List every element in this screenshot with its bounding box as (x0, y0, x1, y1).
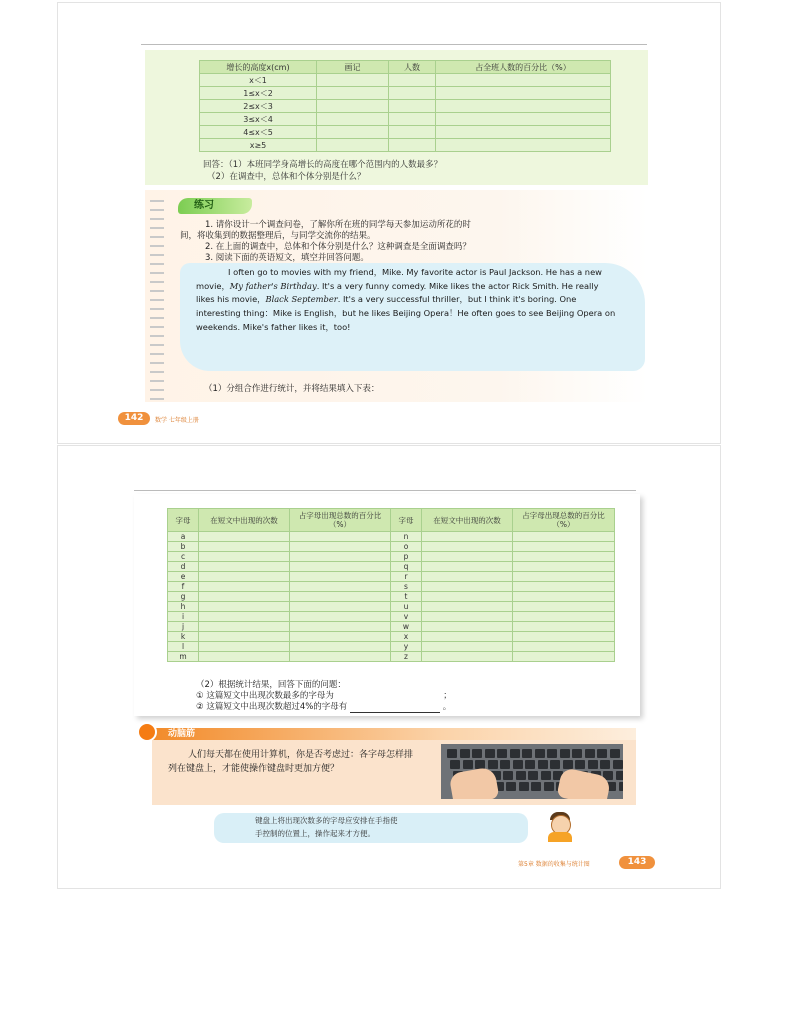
table-row (168, 652, 615, 662)
keyboard-key (525, 760, 535, 769)
keyboard-key (513, 760, 523, 769)
empty-cell (317, 74, 389, 87)
empty-cell (513, 612, 615, 622)
empty-cell (513, 562, 615, 572)
keyboard-key (616, 771, 624, 780)
letter-cell: p (391, 552, 422, 562)
keyboard-key (610, 749, 620, 758)
empty-cell (513, 642, 615, 652)
empty-cell (199, 552, 290, 562)
empty-cell (513, 632, 615, 642)
page-number: 142 (118, 412, 150, 425)
footer-text: 第5章 数据的收集与统计图 (518, 861, 590, 868)
table-row (168, 632, 615, 642)
table-row (200, 87, 611, 100)
table-header: 在短文中出现的次数 (199, 509, 290, 532)
footer-text: 数学 七年级上册 (155, 417, 199, 424)
keyboard-key (463, 760, 473, 769)
empty-cell (436, 113, 611, 126)
table-row (200, 100, 611, 113)
empty-cell (389, 100, 436, 113)
keyboard-key (541, 771, 551, 780)
range-cell: 3≤x＜4 (200, 113, 317, 126)
empty-cell (317, 100, 389, 113)
keyboard-key (500, 760, 510, 769)
passage-text: . It's a very successful thriller，but I think it's boring. One interesting thing：Mike is English，but he likes Beijing Opera！He often goes to see Beijing Opera on weekends. Mike's father likes it，too! (196, 294, 616, 332)
table-row (168, 582, 615, 592)
tip-line: 键盘上将出现次数多的字母应安排在手指使 (255, 816, 398, 825)
empty-cell (199, 642, 290, 652)
keyboard-key (460, 749, 470, 758)
empty-cell (199, 632, 290, 642)
keyboard-typing-photo (441, 744, 623, 799)
range-cell: x＜1 (200, 74, 317, 87)
table-header-row (200, 61, 611, 74)
header-rule (134, 490, 636, 491)
keyboard-key (516, 771, 526, 780)
keyboard-key (550, 760, 560, 769)
keyboard-key (519, 782, 529, 791)
keyboard-key (447, 749, 457, 758)
empty-cell (199, 592, 290, 602)
empty-cell (290, 622, 391, 632)
boy-body (548, 832, 572, 842)
empty-cell (513, 592, 615, 602)
letter-frequency-table (167, 508, 615, 662)
empty-cell (436, 87, 611, 100)
passage-text: I often go to movies with my friend，Mike. My favorite actor is Paul Jackson. He has a new movie， (196, 267, 602, 291)
letter-cell: o (391, 542, 422, 552)
table-header: 画记 (317, 61, 389, 74)
exercise-item-2: 2. 在上面的调查中，总体和个体分别是什么？这种调查是全面调查吗？ (205, 242, 471, 252)
empty-cell (513, 552, 615, 562)
empty-cell (199, 582, 290, 592)
table-header: 在短文中出现的次数 (422, 509, 513, 532)
table-header: 占字母出现总数的百分比（%） (290, 509, 391, 532)
question-text: ① 这篇短文中出现次数最多的字母为 (196, 691, 334, 701)
empty-cell (422, 632, 513, 642)
letter-cell: a (168, 532, 199, 542)
letter-cell: y (391, 642, 422, 652)
table-header: 增长的高度x(cm) (200, 61, 317, 74)
empty-cell (199, 652, 290, 662)
empty-cell (422, 622, 513, 632)
range-cell: 2≤x＜3 (200, 100, 317, 113)
empty-cell (513, 622, 615, 632)
table-header: 字母 (391, 509, 422, 532)
empty-cell (422, 542, 513, 552)
empty-cell (436, 126, 611, 139)
keyboard-key (485, 749, 495, 758)
empty-cell (290, 552, 391, 562)
empty-cell (422, 572, 513, 582)
empty-cell (290, 532, 391, 542)
letter-cell: d (168, 562, 199, 572)
table-row (168, 562, 615, 572)
empty-cell (199, 622, 290, 632)
question-1: 回答：（1）本班同学身高增长的高度在哪个范围内的人数最多？ (203, 160, 443, 170)
empty-cell (389, 74, 436, 87)
keyboard-key (506, 782, 516, 791)
passage-text: . It's a very funny comedy. Mike likes the actor Rick Smith. He really likes his movie， (196, 280, 599, 305)
tip-text (255, 814, 398, 840)
letter-cell: s (391, 582, 422, 592)
keyboard-key (600, 760, 610, 769)
keyboard-key (544, 782, 554, 791)
keyboard-key (560, 749, 570, 758)
letter-table-body (168, 532, 615, 662)
letter-cell: i (168, 612, 199, 622)
page-number: 143 (619, 856, 655, 869)
keyboard-key (619, 782, 624, 791)
table-row (168, 572, 615, 582)
exercise-title: 练习 (178, 198, 252, 214)
keyboard-key (613, 760, 623, 769)
range-cell: 1≤x＜2 (200, 87, 317, 100)
empty-cell (317, 139, 389, 152)
table-row (168, 552, 615, 562)
exercise-item-1-cont: 间，将收集到的数据整理后，与同学交流你的结果。 (180, 231, 376, 241)
table-row (200, 113, 611, 126)
table-row (168, 642, 615, 652)
table-header: 字母 (168, 509, 199, 532)
task-1: （1）分组合作进行统计，并将结果填入下表： (204, 384, 380, 394)
table-row (168, 532, 615, 542)
empty-cell (199, 612, 290, 622)
empty-cell (513, 542, 615, 552)
empty-cell (290, 542, 391, 552)
letter-cell: c (168, 552, 199, 562)
table-header: 人数 (389, 61, 436, 74)
question-punct: 。 (442, 702, 452, 712)
empty-cell (317, 87, 389, 100)
keyboard-key (531, 782, 541, 791)
letter-cell: r (391, 572, 422, 582)
keyboard-key (497, 749, 507, 758)
keyboard-key (535, 749, 545, 758)
empty-cell (389, 113, 436, 126)
keyboard-key (572, 749, 582, 758)
keyboard-key (538, 760, 548, 769)
passage-title-movie: Black September (265, 294, 338, 305)
keyboard-key (585, 749, 595, 758)
empty-cell (436, 139, 611, 152)
empty-cell (290, 612, 391, 622)
brain-paragraph: 人们每天都在使用计算机，你是否考虑过：各字母怎样排列在键盘上，才能使操作键盘时更加方便？ (168, 750, 414, 774)
keyboard-key (597, 749, 607, 758)
keyboard-key (528, 771, 538, 780)
task-2: （2）根据统计结果，回答下面的问题： (196, 680, 346, 690)
letter-cell: f (168, 582, 199, 592)
empty-cell (422, 612, 513, 622)
empty-cell (422, 592, 513, 602)
empty-cell (422, 532, 513, 542)
keyboard-key (588, 760, 598, 769)
empty-cell (199, 562, 290, 572)
empty-cell (389, 87, 436, 100)
empty-cell (290, 602, 391, 612)
keyboard-key (450, 760, 460, 769)
empty-cell (422, 642, 513, 652)
question-text: ② 这篇短文中出现次数超过4%的字母有 (196, 702, 348, 712)
empty-cell (290, 562, 391, 572)
letter-cell: m (168, 652, 199, 662)
table-row (168, 602, 615, 612)
letter-cell: b (168, 542, 199, 552)
answer-blank (350, 702, 440, 713)
empty-cell (422, 652, 513, 662)
empty-cell (290, 582, 391, 592)
tip-line: 手控制的位置上，操作起来才方便。 (255, 829, 375, 838)
reading-passage (196, 266, 616, 335)
table-header-row (168, 509, 615, 532)
empty-cell (436, 74, 611, 87)
letter-cell: l (168, 642, 199, 652)
letter-cell: v (391, 612, 422, 622)
empty-cell (389, 126, 436, 139)
exercise-item-3: 3. 阅读下面的英语短文，填空并回答问题。 (205, 253, 369, 263)
letter-cell: z (391, 652, 422, 662)
empty-cell (513, 532, 615, 542)
range-cell: 4≤x＜5 (200, 126, 317, 139)
table-row (200, 74, 611, 87)
passage-title-movie: My father's Birthday (229, 280, 317, 291)
table-row (168, 622, 615, 632)
empty-cell (422, 602, 513, 612)
keyboard-key (522, 749, 532, 758)
brain-section-title: 动脑筋 (168, 729, 196, 739)
empty-cell (389, 139, 436, 152)
brain-icon (137, 722, 157, 742)
keyboard-key (563, 760, 573, 769)
empty-cell (422, 562, 513, 572)
table-header: 占全班人数的百分比（%） (436, 61, 611, 74)
letter-cell: u (391, 602, 422, 612)
empty-cell (290, 592, 391, 602)
question-over-4-percent (196, 700, 451, 713)
empty-cell (199, 542, 290, 552)
empty-cell (290, 652, 391, 662)
letter-cell: g (168, 592, 199, 602)
empty-cell (422, 552, 513, 562)
empty-cell (199, 602, 290, 612)
table-header: 占字母出现总数的百分比（%） (513, 509, 615, 532)
empty-cell (513, 652, 615, 662)
height-growth-table (199, 60, 611, 152)
keyboard-key (472, 749, 482, 758)
letter-cell: x (391, 632, 422, 642)
letter-cell: k (168, 632, 199, 642)
keyboard-key (510, 749, 520, 758)
question-2: （2）在调查中，总体和个体分别是什么？ (207, 172, 366, 182)
range-cell: x≥5 (200, 139, 317, 152)
letter-cell: t (391, 592, 422, 602)
empty-cell (290, 642, 391, 652)
table-row (200, 139, 611, 152)
keyboard-key (488, 760, 498, 769)
letter-cell: q (391, 562, 422, 572)
letter-cell: e (168, 572, 199, 582)
empty-cell (290, 632, 391, 642)
brain-section-text (168, 748, 418, 776)
empty-cell (199, 532, 290, 542)
letter-cell: n (391, 532, 422, 542)
brain-section-bar (152, 728, 636, 740)
letter-cell: j (168, 622, 199, 632)
empty-cell (317, 113, 389, 126)
keyboard-key (547, 749, 557, 758)
question-punct: ； (443, 691, 452, 701)
header-rule (141, 44, 647, 45)
empty-cell (513, 582, 615, 592)
empty-cell (436, 100, 611, 113)
empty-cell (513, 602, 615, 612)
empty-cell (290, 572, 391, 582)
table-row (168, 542, 615, 552)
table-row (200, 126, 611, 139)
empty-cell (199, 572, 290, 582)
table-row (168, 612, 615, 622)
empty-cell (317, 126, 389, 139)
letter-cell: h (168, 602, 199, 612)
keyboard-key (503, 771, 513, 780)
notebook-spiral (150, 196, 164, 400)
keyboard-key (575, 760, 585, 769)
table-row (168, 592, 615, 602)
empty-cell (422, 582, 513, 592)
empty-cell (513, 572, 615, 582)
exercise-item-1: 1. 请你设计一个调查问卷，了解你所在班的同学每天参加运动所花的时 (205, 220, 471, 230)
letter-cell: w (391, 622, 422, 632)
